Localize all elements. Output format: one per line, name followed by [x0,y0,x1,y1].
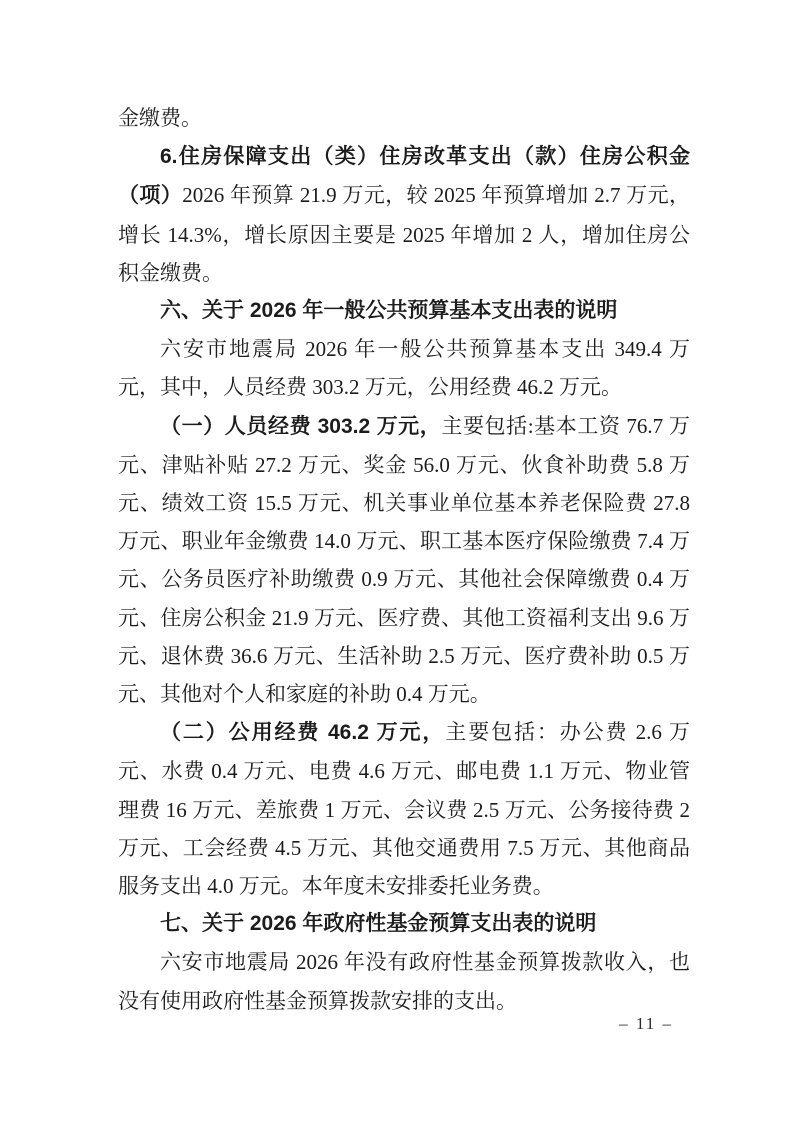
text-segment: 六安市地震局 2026 年一般公共预算基本支出 349.4 万元，其中，人员经费 303.2 万元，公用经费 46.2 万元。 [118,337,690,400]
text-segment: 6.住房保障支出（类）住房改革支出（款）住房公积金（项） [118,145,690,208]
text-segment: 六、关于 2026 年一般公共预算基本支出表的说明 [160,299,618,323]
paragraph [118,407,690,714]
paragraph [118,713,690,905]
text-segment: 2026 年预算 21.9 万元，较 2025 年预算增加 2.7 万元，增长 14.3%，增长原因主要是 2025 年增加 2 人，增加住房公积金缴费。 [118,183,690,285]
text-segment: 主要包括:基本工资 76.7 万元、津贴补贴 27.2 万元、奖金 56.0 万元、伙食补助费 5.8 万元、绩效工资 15.5 万元、机关事业单位基本养老保险费 27.8 万元、职业年金缴费 14.0 万元、职工基本医疗保险缴费 7.4 万元、公务员医疗补助缴费 0.9 万元、其他社会保障缴费 0.4 万元、住房公积金 21.9 万元、医疗费、其他工资福利支出 9.6 万元、退休费 36.6 万元、生活补助 2.5 万元、医疗费补助 0.5 万元、其他对个人和家庭的补助 0.4 万元。 [118,413,690,707]
text-segment: （二）公用经费 46.2 万元， [160,721,446,745]
paragraph [118,99,690,137]
page-number: – 11 – [619,1014,673,1033]
document-content [118,99,690,1020]
text-segment: （一）人员经费 303.2 万元， [160,414,442,438]
text-segment: 主要包括：办公费 2.6 万元、水费 0.4 万元、电费 4.6 万元、邮电费 1.1 万元、物业管理费 16 万元、差旅费 1 万元、会议费 2.5 万元、公务接待费 2 万元、工会经费 4.5 万元、其他交通费用 7.5 万元、其他商品服务支出 4.0 万元。本年度未安排委托业务费。 [118,720,691,899]
paragraph [118,330,690,406]
text-segment: 七、关于 2026 年政府性基金预算支出表的说明 [160,912,597,936]
section-heading [118,292,690,330]
section-heading [118,905,690,943]
paragraph [118,137,690,292]
paragraph [118,943,690,1019]
text-segment: 金缴费。 [118,106,202,130]
text-segment: 六安市地震局 2026 年没有政府性基金预算拨款收入，也没有使用政府性基金预算拨款安排的支出。 [118,950,690,1013]
